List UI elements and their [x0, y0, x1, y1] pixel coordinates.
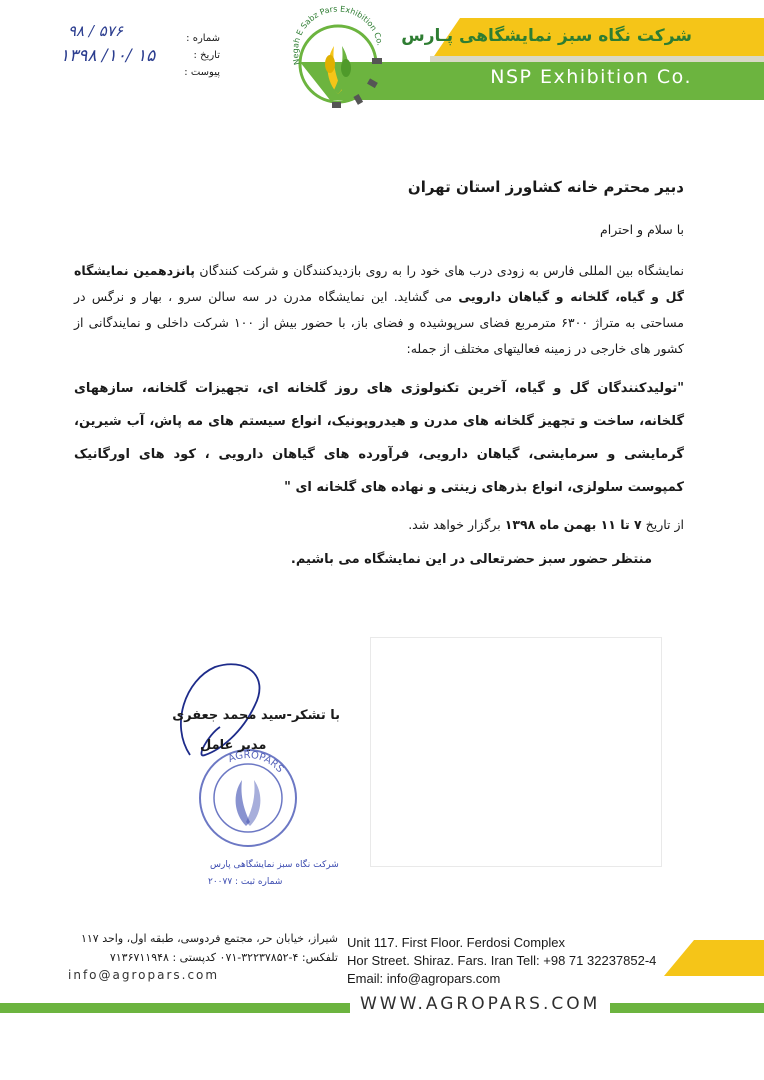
reference-labels: [150, 30, 220, 81]
company-stamp: [188, 738, 308, 858]
attachment-label: پیوست :: [184, 67, 220, 78]
handwritten-number: ۹۸ / ۵۷۶: [68, 22, 123, 40]
signatory-name: با تشکر-سید محمد جعفری: [172, 708, 340, 723]
greeting: با سلام و احترام: [600, 222, 684, 237]
handwritten-date: ۱۳۹۸ /۱۰/ ۱۵: [60, 46, 156, 66]
svg-text:AGROPARS: AGROPARS: [226, 749, 286, 776]
blank-area: [370, 637, 662, 867]
company-name-english: NSP Exhibition Co.: [490, 66, 692, 88]
date-label: تاریخ :: [193, 50, 220, 61]
exhibition-dates: ۷ تا ۱۱ بهمن ماه ۱۳۹۸: [504, 517, 642, 532]
footer-email: Email: info@agropars.com: [347, 971, 501, 986]
recipient-title: دبیر محترم خانه کشاورز استان تهران: [407, 178, 684, 196]
paragraph-activities: "تولیدکنندگان گل و گیاه، آخرین تکنولوژی های روز گلخانه ای، تجهیزات گلخانه، سازههای گلخانه، ساخت و تجهیز گلخانه های مدرن و هیدروپونیک، انواع سیستم های مه پاش، آب شیرین، گرمایشی و سرمایشی، گیاهان دارویی، فرآورده های گیاهان دارویی ، کود های اورگانیک کمپوست سلولزی، انواع بذرهای زینتی و نهاده های گلخانه ای ": [74, 381, 684, 495]
stamp-company-name: شرکت نگاه سبز نمایشگاهی پارس: [210, 860, 339, 870]
number-label: شماره :: [186, 33, 220, 44]
stamp-registration: شماره ثبت : ۲۰۰۷۷: [208, 877, 283, 887]
footer-website: WWW.AGROPARS.COM: [350, 994, 610, 1014]
footer-address-persian: شیراز، خیابان حر، مجتمع فردوسی، طبقه اول، واحد ۱۱۷: [80, 932, 338, 945]
footer-address-line2: Hor Street. Shiraz. Fars. Iran Tell: +98 71 32237852-4: [347, 953, 657, 968]
paragraph-intro: [74, 258, 684, 362]
footer-phone-persian: تلفکس: ۴-۳۲۲۳۷۸۵۲-۰۷۱ کدپستی : ۷۱۳۶۷۱۱۹۴۸: [109, 951, 338, 964]
para3-part-a: از تاریخ: [641, 517, 684, 532]
svg-text:Negah E Sabz Pars Exhibition C: Negah E Sabz Pars Exhibition Co.: [290, 4, 385, 66]
para3-part-c: برگزار خواهد شد.: [408, 517, 505, 532]
para1-part-c: می گشاید. این نمایشگاه مدرن در سه سالن سرو ، بهار و نرگس در مساحتی به متراژ ۶۳۰۰ مترمربع فضای سرپوشیده و فضای باز، با حضور بیش از ۱۰۰ شرکت داخلی و نمایندگانی از کشور های خارجی در زمینه فعالیتهای مختلف از جمله:: [74, 289, 684, 356]
footer-address-line1: Unit 117. First Floor. Ferdosi Complex: [347, 935, 565, 950]
paragraph-closing: منتظر حضور سبز حضرتعالی در این نمایشگاه می باشیم.: [290, 552, 652, 567]
company-name-persian: شرکت نگاه سبز نمایشگاهی پـارس: [401, 26, 692, 46]
paragraph-dates: [74, 512, 684, 538]
exhibition-name: پانزدهمین نمایشگاه گل و گیاه، گلخانه و گیاهان دارویی: [74, 263, 684, 304]
signatory-title: مدیر عامل: [200, 738, 267, 753]
company-logo: [288, 2, 388, 112]
footer-email-persian: info@agropars.com: [68, 968, 220, 982]
footer-yellow-band: [664, 940, 764, 976]
para1-part-a: نمایشگاه بین المللی فارس به زودی درب های خود را به روی بازدیدکنندگان و شرکت کنندگان: [194, 263, 684, 278]
